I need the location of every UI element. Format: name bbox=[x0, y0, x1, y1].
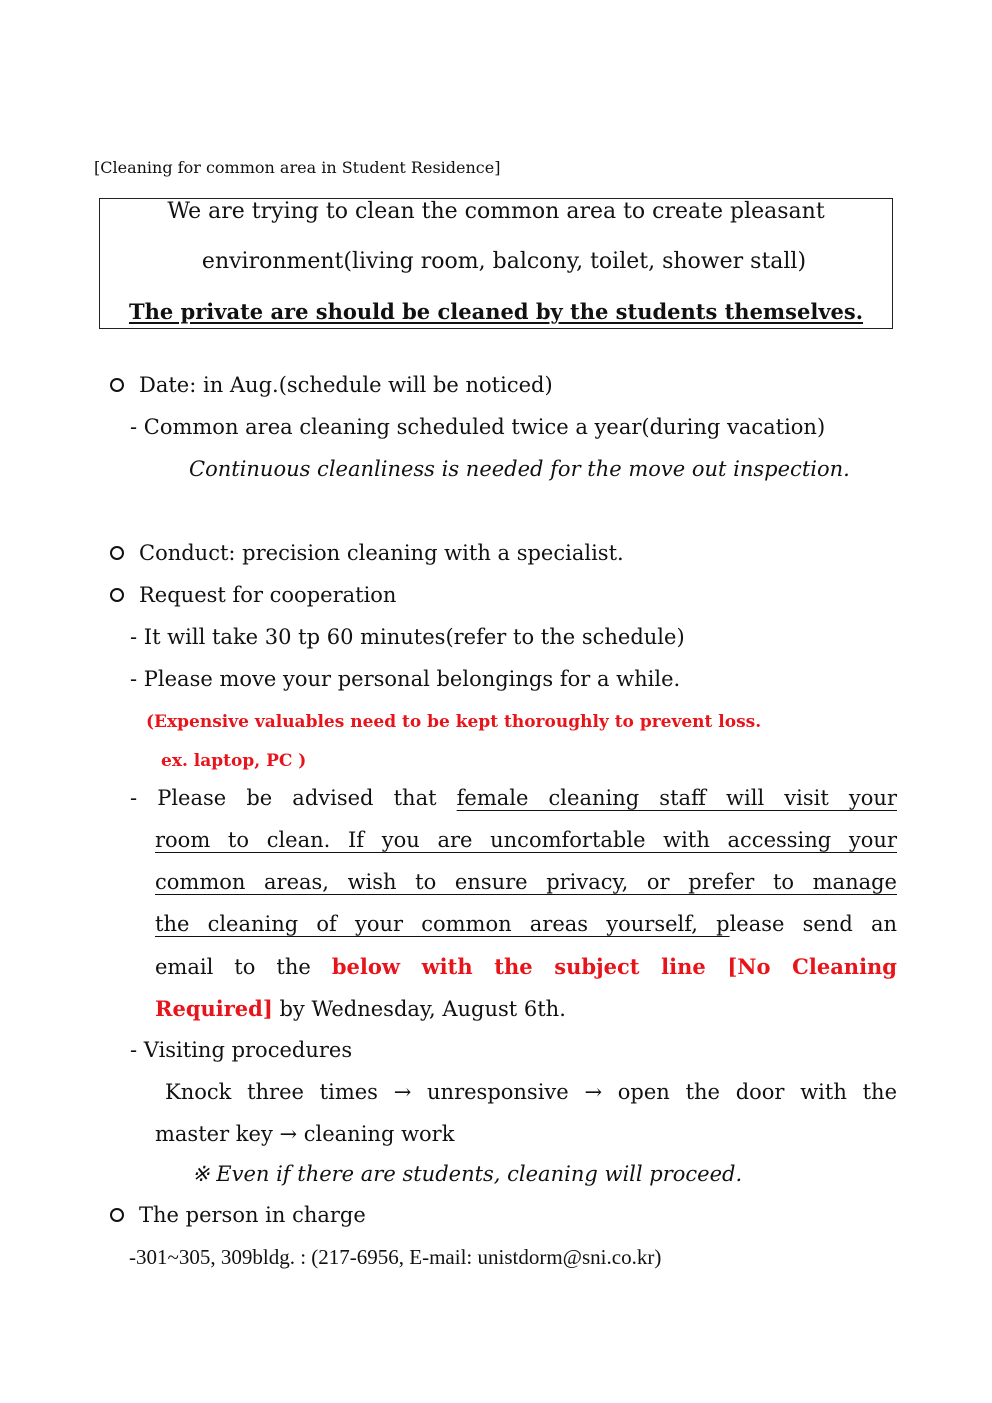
visiting-line-2: master key → cleaning work bbox=[155, 1122, 455, 1146]
advised-line-4-rest: lease send an bbox=[729, 912, 897, 936]
cooperation-label: Request for cooperation bbox=[139, 583, 397, 607]
advised-line-1 bbox=[130, 786, 897, 810]
bullet-circle-icon bbox=[110, 378, 124, 392]
bullet-circle-icon bbox=[110, 588, 124, 602]
conduct-item bbox=[110, 541, 624, 565]
advised-line-6-rest: by Wednesday, August 6th. bbox=[279, 997, 566, 1021]
cooperation-item bbox=[110, 583, 396, 607]
advised-underline-2: room to clean. If you are uncomfortable with accessing your bbox=[155, 828, 897, 852]
advised-line-2 bbox=[155, 828, 897, 852]
date-item bbox=[110, 373, 553, 397]
date-label: Date: in Aug.(schedule will be noticed) bbox=[139, 373, 553, 397]
advised-line-6 bbox=[155, 996, 897, 1021]
advised-line-5-red: below with the subject line [No Cleaning bbox=[331, 954, 897, 979]
notice-line-1: We are trying to clean the common area to create pleasant bbox=[167, 199, 825, 224]
notice-line-3: The private are should be cleaned by the students themselves. bbox=[128, 299, 864, 324]
advised-line-6-red: Required] bbox=[155, 996, 273, 1021]
visiting-line-1: Knock three times → unresponsive → open the door with the bbox=[165, 1080, 897, 1104]
advised-prefix: - Please be advised that bbox=[130, 786, 437, 810]
valuables-warning: (Expensive valuables need to be kept thoroughly to prevent loss. bbox=[146, 712, 762, 732]
visiting-label: - Visiting procedures bbox=[130, 1038, 353, 1062]
advised-line-5-plain: email to the bbox=[155, 955, 311, 979]
person-label: The person in charge bbox=[139, 1203, 366, 1227]
document-header: [Cleaning for common area in Student Residence] bbox=[94, 158, 501, 177]
person-detail: -301~305, 309bldg. : (217-6956, E-mail: unistdorm@sni.co.kr) bbox=[129, 1245, 662, 1269]
date-detail: - Common area cleaning scheduled twice a year(during vacation) bbox=[130, 415, 826, 439]
notice-line-2: environment(living room, balcony, toilet, shower stall) bbox=[201, 249, 807, 274]
person-item bbox=[110, 1203, 366, 1227]
valuables-example: ex. laptop, PC ) bbox=[161, 751, 307, 771]
date-note: Continuous cleanliness is needed for the move out inspection. bbox=[189, 457, 850, 481]
advised-underline-4: the cleaning of your common areas yourself, p bbox=[155, 912, 730, 936]
advised-line-5 bbox=[155, 954, 897, 979]
cooperation-belongings: - Please move your personal belongings for a while. bbox=[130, 667, 681, 691]
bullet-circle-icon bbox=[110, 546, 124, 560]
advised-underline-1: female cleaning staff will visit your bbox=[456, 786, 897, 810]
advised-line-3 bbox=[155, 870, 897, 894]
bullet-circle-icon bbox=[110, 1208, 124, 1222]
advised-line-4 bbox=[155, 912, 897, 936]
notice-box bbox=[99, 198, 893, 329]
advised-underline-3: common areas, wish to ensure privacy, or prefer to manage bbox=[155, 870, 897, 894]
cooperation-duration: - It will take 30 tp 60 minutes(refer to the schedule) bbox=[130, 625, 685, 649]
conduct-label: Conduct: precision cleaning with a specialist. bbox=[139, 541, 624, 565]
visiting-note: ※ Even if there are students, cleaning will proceed. bbox=[192, 1162, 743, 1186]
